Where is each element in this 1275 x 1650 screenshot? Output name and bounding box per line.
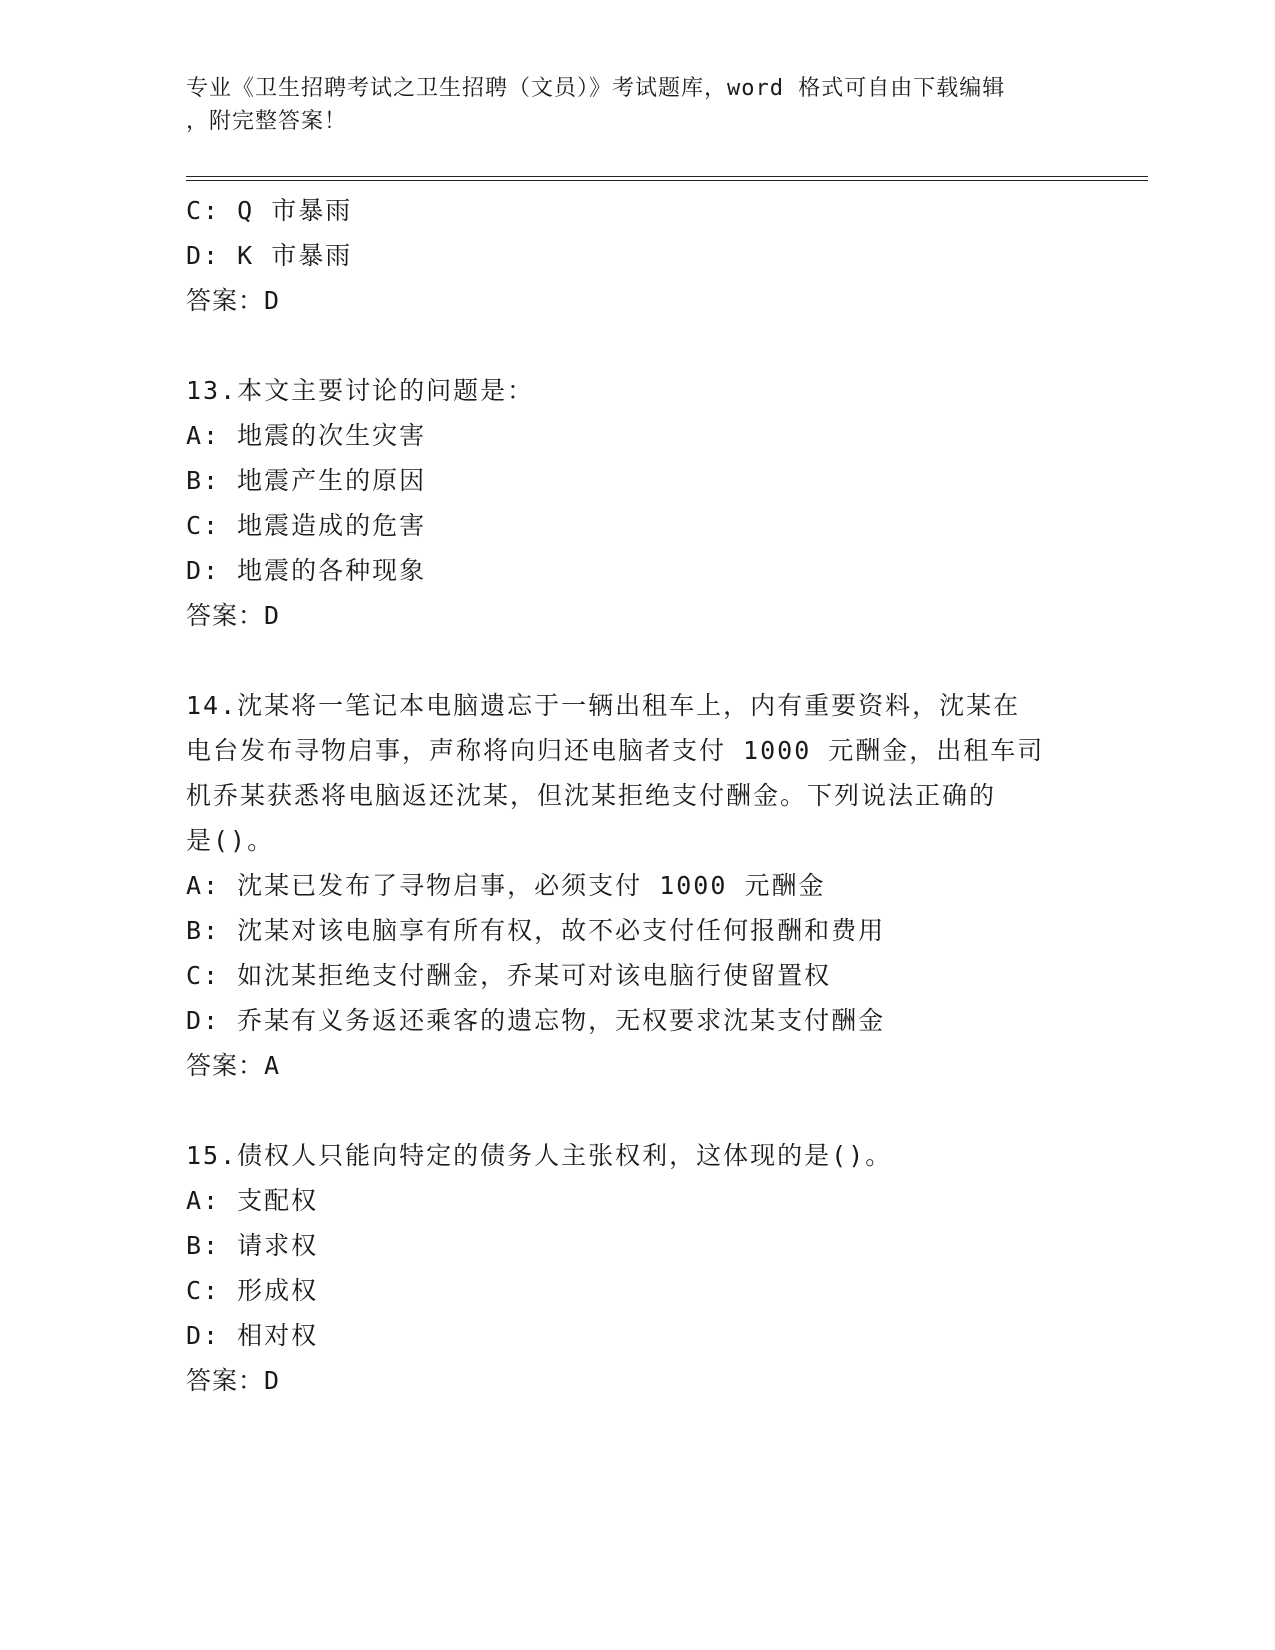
q13-option-c: C: 地震造成的危害 (186, 511, 427, 540)
q15-option-d: D: 相对权 (186, 1321, 319, 1350)
q12-option-d: D: K 市暴雨 (186, 241, 353, 270)
q13-option-b: B: 地震产生的原因 (186, 466, 427, 495)
q15-stem: 15.债权人只能向特定的债务人主张权利，这体现的是()。 (186, 1141, 893, 1170)
q14-stem-line-2: 电台发布寻物启事，声称将向归还电脑者支付 1000 元酬金，出租车司 (186, 736, 1045, 765)
header-divider-bottom (186, 180, 1148, 181)
q12-option-c: C: Q 市暴雨 (186, 196, 353, 225)
q14-option-c: C: 如沈某拒绝支付酬金，乔某可对该电脑行使留置权 (186, 961, 832, 990)
q15-option-b: B: 请求权 (186, 1231, 319, 1260)
question-12-tail (186, 188, 1086, 323)
q14-stem-line-3: 机乔某获悉将电脑返还沈某，但沈某拒绝支付酬金。下列说法正确的 (186, 781, 997, 810)
question-13 (186, 368, 1086, 638)
header-divider-top (186, 176, 1148, 177)
q13-option-d: D: 地震的各种现象 (186, 556, 427, 585)
q13-answer: 答案：D (186, 601, 281, 630)
q13-stem: 13.本文主要讨论的问题是： (186, 376, 535, 405)
q14-option-d: D: 乔某有义务返还乘客的遗忘物，无权要求沈某支付酬金 (186, 1006, 886, 1035)
q14-stem-line-1: 14.沈某将一笔记本电脑遗忘于一辆出租车上，内有重要资料，沈某在 (186, 691, 1021, 720)
q12-answer: 答案：D (186, 286, 281, 315)
header-line-1: 专业《卫生招聘考试之卫生招聘（文员）》考试题库，word 格式可自由下载编辑 (186, 76, 1006, 101)
q13-option-a: A: 地震的次生灾害 (186, 421, 427, 450)
q15-option-a: A: 支配权 (186, 1186, 319, 1215)
q15-answer: 答案：D (186, 1366, 281, 1395)
q14-stem-line-4: 是()。 (186, 826, 275, 855)
q14-option-a: A: 沈某已发布了寻物启事，必须支付 1000 元酬金 (186, 871, 826, 900)
spacer (186, 323, 1086, 368)
header-line-2: ，附完整答案！ (186, 109, 348, 134)
question-list (186, 188, 1086, 1403)
question-15 (186, 1133, 1086, 1403)
q14-option-b: B: 沈某对该电脑享有所有权，故不必支付任何报酬和费用 (186, 916, 886, 945)
spacer (186, 1088, 1086, 1133)
question-14 (186, 683, 1086, 1088)
spacer (186, 638, 1086, 683)
q14-answer: 答案：A (186, 1051, 281, 1080)
q15-option-c: C: 形成权 (186, 1276, 319, 1305)
document-header (186, 72, 1086, 138)
